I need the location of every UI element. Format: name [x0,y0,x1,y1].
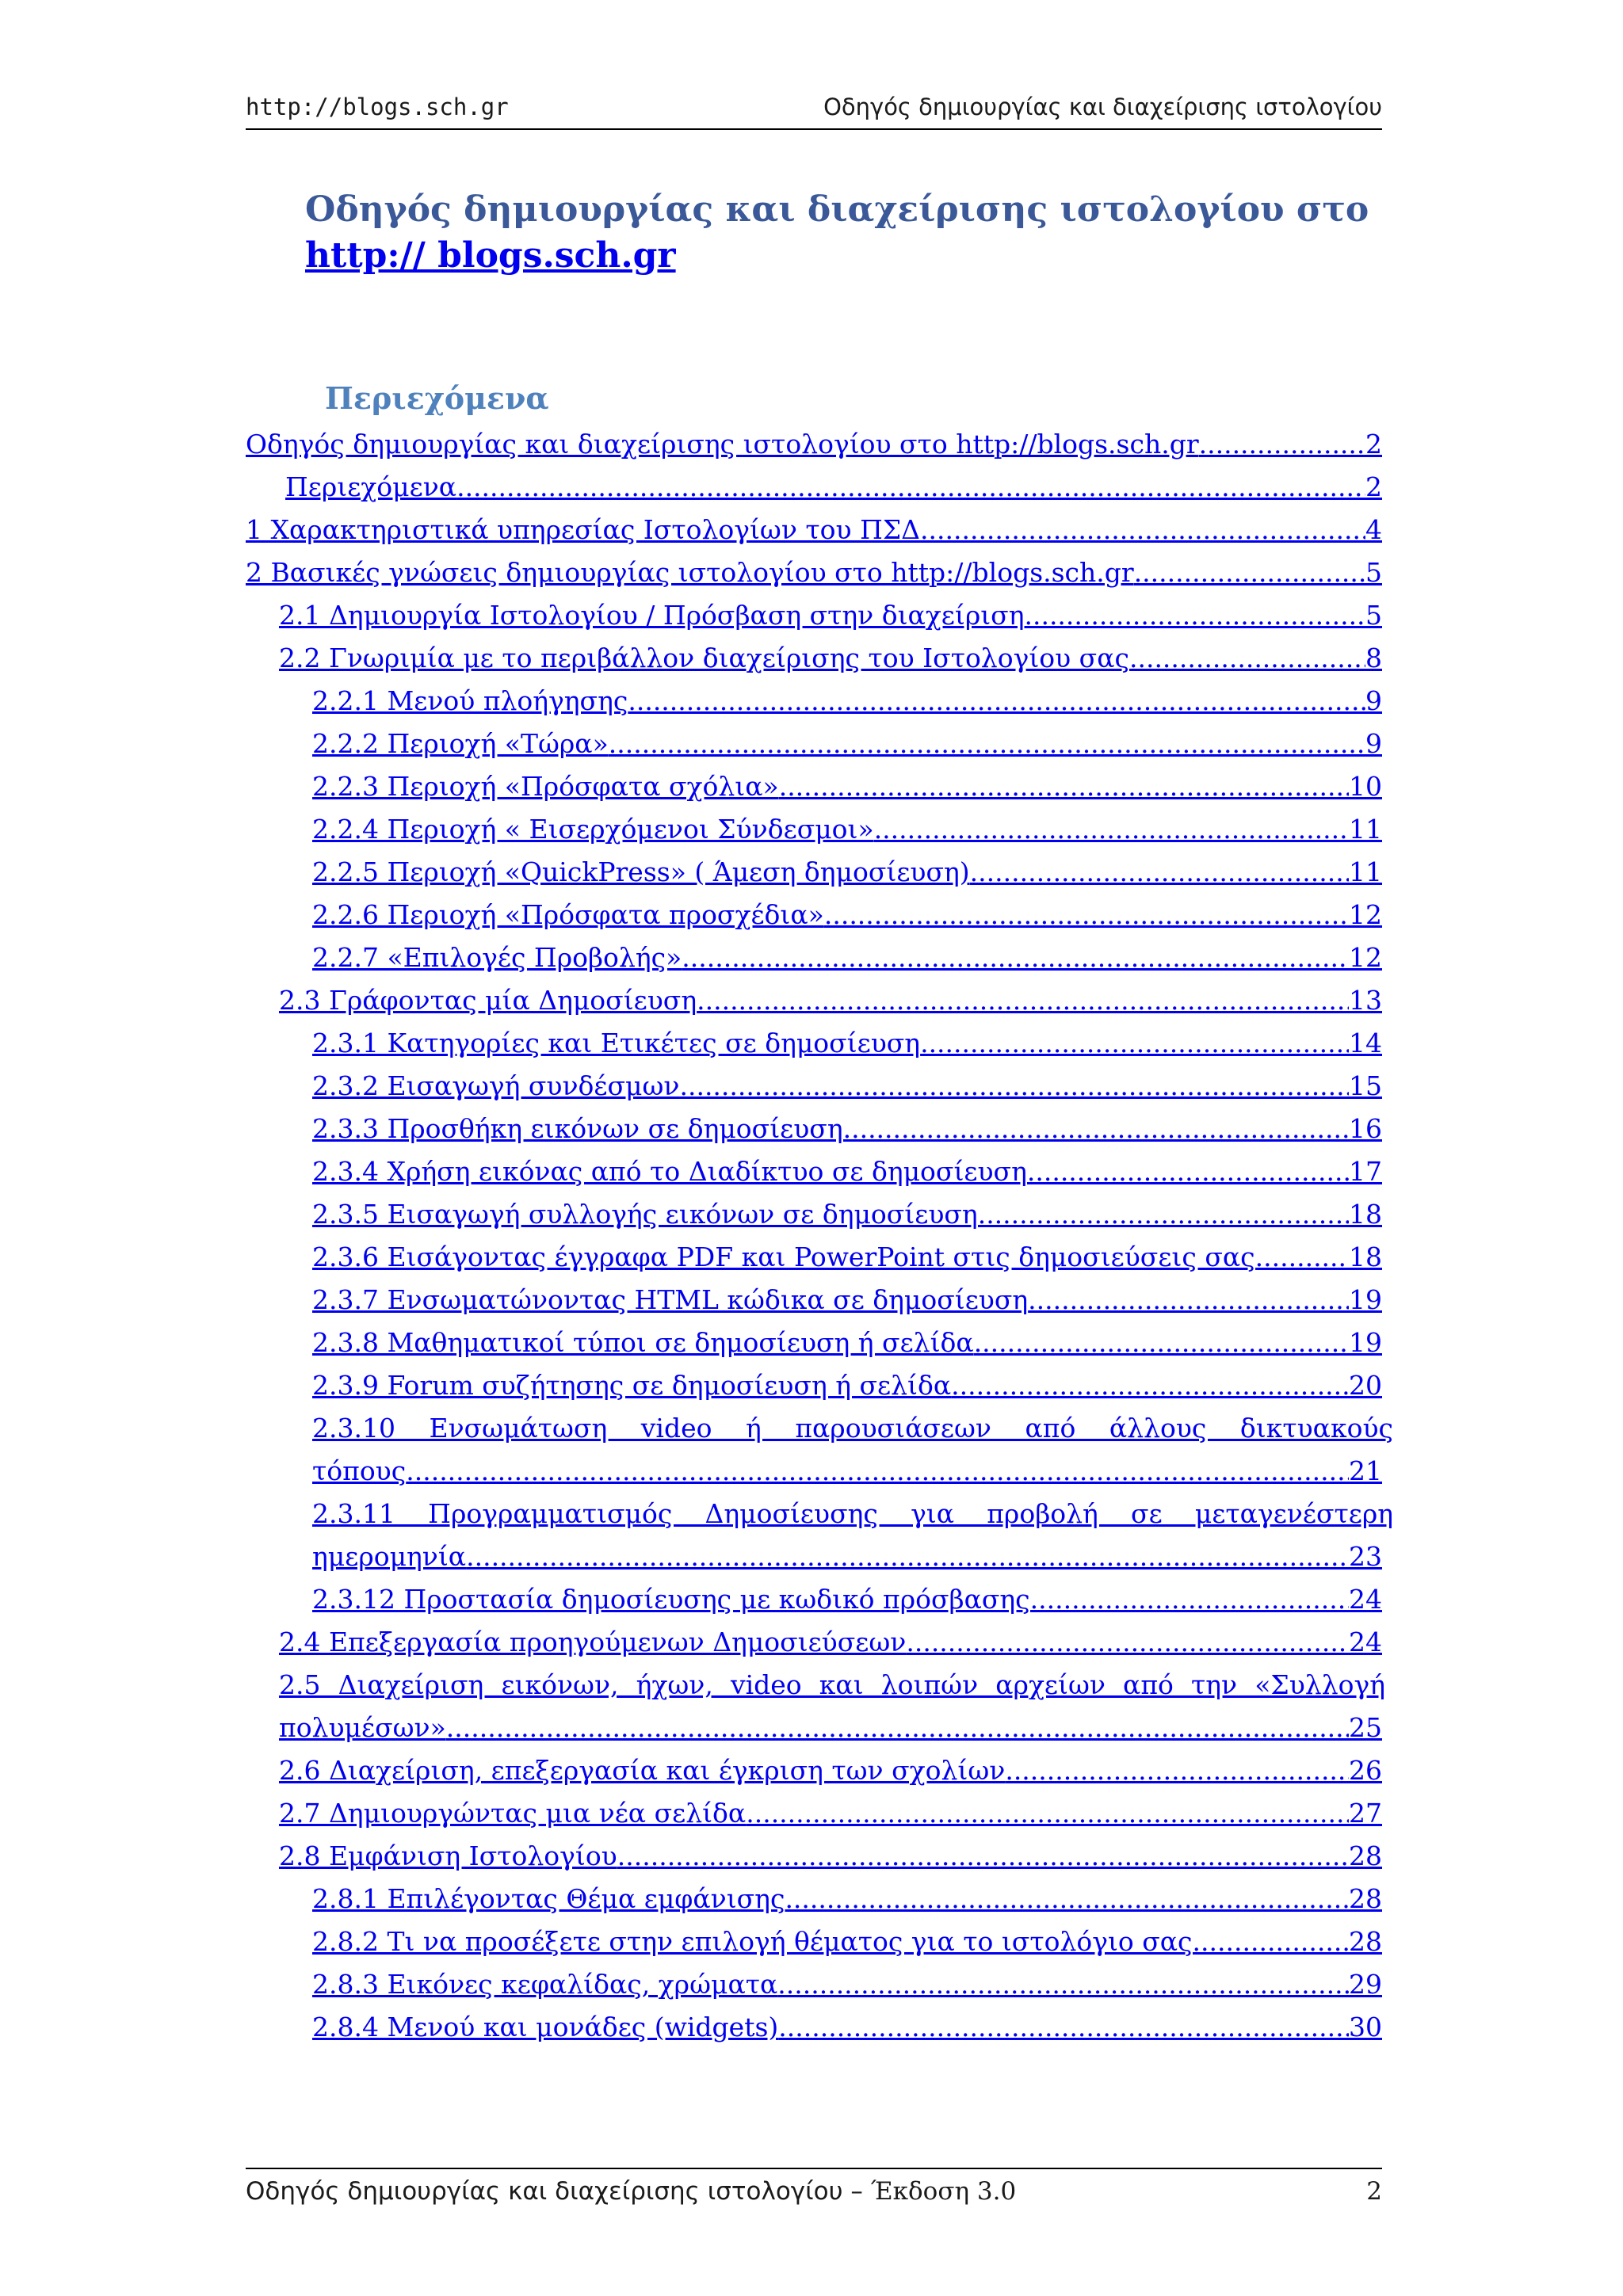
toc-entry[interactable] [312,1108,1382,1150]
toc-entry[interactable] [285,466,1382,509]
toc-entry-text: 2.2.4 Περιοχή « Εισερχόμενοι Σύνδεσμοι» [312,814,874,845]
toc-leader-dots [1199,423,1365,466]
toc-entry[interactable] [312,1150,1382,1193]
toc-page-number: 29 [1349,1969,1382,2000]
document-title-text: Οδηγός δημιουργίας και διαχείρισης ιστολογίου στο [305,189,1369,230]
toc-entry[interactable] [279,1835,1382,1878]
toc-entry-text: 2.3.3 Προσθήκη εικόνων σε δημοσίευση [312,1113,843,1144]
toc-leader-dots [951,1364,1349,1407]
toc-entry[interactable]: 2.5 Διαχείριση εικόνων, ήχων, video και λοιπών αρχείων από την «Συλλογή [279,1669,1385,1700]
toc-leader-dots [609,723,1365,765]
toc-entry-text: 2.6 Διαχείριση, επεξεργασία και έγκριση των σχολίων [279,1755,1006,1786]
toc-page-number: 18 [1349,1241,1382,1272]
toc-entry[interactable] [312,1920,1382,1963]
toc-entry-text: 2.2.7 «Επιλογές Προβολής» [312,942,682,973]
toc-leader-dots [1028,1279,1349,1322]
toc-page-number: 24 [1349,1627,1382,1657]
toc-page-number: 20 [1349,1370,1382,1401]
toc-leader-dots [785,1878,1349,1920]
toc-entry[interactable] [312,1279,1382,1322]
header-title: Οδηγός δημιουργίας και διαχείρισης ιστολογίου [823,93,1382,120]
toc-entry[interactable] [246,509,1382,551]
toc-entry[interactable] [312,680,1382,723]
toc-page-number: 26 [1349,1755,1382,1786]
toc-entry-text: 2.4 Επεξεργασία προηγούμενων Δημοσιεύσεων [279,1627,907,1657]
toc-entry[interactable] [312,765,1382,808]
toc-entry[interactable] [312,723,1382,765]
footer-text [246,2177,1016,2206]
toc-entry-text: Περιεχόμενα [285,471,457,502]
toc-entry-continuation[interactable] [312,1535,1382,1578]
toc-page-number: 5 [1365,600,1382,631]
toc-entry-text: 1 Χαρακτηριστικά υπηρεσίας Ιστολογίων του ΠΣΔ [246,514,921,545]
toc-entry-text: 2.3.12 Προστασία δημοσίευσης με κωδικό πρόσβασης [312,1584,1030,1615]
toc-leader-dots [1027,1150,1349,1193]
toc-entry[interactable] [279,1621,1382,1664]
toc-leader-dots [697,979,1349,1022]
toc-leader-dots [777,1963,1349,2006]
toc-entry[interactable] [279,979,1382,1022]
toc-entry-text: Οδηγός δημιουργίας και διαχείρισης ιστολογίου στο http://blogs.sch.gr [246,429,1199,460]
toc-leader-dots [446,1707,1349,1749]
toc-leader-dots [617,1835,1349,1878]
toc-entry-text: 2.8.2 Τι να προσέξετε στην επιλογή θέματος για το ιστολόγιο σας [312,1926,1193,1957]
toc-leader-dots [406,1450,1349,1493]
toc-leader-dots [679,1065,1349,1108]
toc-entry-text: 2.2.3 Περιοχή «Πρόσφατα σχόλια» [312,771,779,802]
toc-entry-continuation[interactable] [279,1707,1382,1749]
toc-page-number: 11 [1349,856,1382,887]
toc-entry[interactable] [312,1364,1382,1407]
page-header [246,93,1382,130]
toc-page-number: 16 [1349,1113,1382,1144]
toc-entry[interactable] [312,1065,1382,1108]
toc-heading: Περιεχόμενα [325,380,549,416]
toc-page-number: 12 [1349,899,1382,930]
toc-leader-dots [1024,594,1365,637]
toc-page-number: 30 [1349,2012,1382,2042]
toc-page-number: 11 [1349,814,1382,845]
toc-page-number: 28 [1349,1840,1382,1871]
toc-leader-dots [682,936,1349,979]
toc-entry[interactable] [279,594,1382,637]
toc-leader-dots [874,808,1349,851]
footer-version: Έκδοση 3.0 [870,2177,1017,2206]
toc-entry-text: 2.2.6 Περιοχή «Πρόσφατα προσχέδια» [312,899,824,930]
toc-page-number: 10 [1349,771,1382,802]
toc-page-number: 2 [1365,471,1382,502]
toc-entry-text: 2.8 Εμφάνιση Ιστολογίου [279,1840,617,1871]
toc-entry-text: 2.8.1 Επιλέγοντας Θέμα εμφάνισης [312,1883,785,1914]
toc-entry-text: 2.1 Δημιουργία Ιστολογίου / Πρόσβαση στην διαχείριση [279,600,1025,631]
toc-entry-text: ημερομηνία [312,1541,467,1572]
toc-entry-text: 2.3.6 Εισάγοντας έγγραφα PDF και PowerPoint στις δημοσιεύσεις σας [312,1241,1255,1272]
toc-entry-text: 2.8.3 Εικόνες κεφαλίδας, χρώματα [312,1969,778,2000]
toc-page-number: 28 [1349,1926,1382,1957]
toc-page-number: 25 [1349,1712,1382,1743]
toc-leader-dots [906,1621,1349,1664]
toc-entry-text: 2.2.1 Μενού πλοήγησης [312,685,628,716]
toc-entry[interactable] [312,894,1382,936]
toc-leader-dots [978,1193,1349,1236]
toc-leader-dots [1193,1920,1349,1963]
toc-entry-text: 2.3.4 Χρήση εικόνας από το Διαδίκτυο σε δημοσίευση [312,1156,1027,1187]
toc-page-number: 9 [1365,685,1382,716]
toc-page-number: 27 [1349,1798,1382,1829]
toc-entry[interactable] [246,423,1382,466]
toc-page-number: 24 [1349,1584,1382,1615]
toc-entry-text: 2.2.5 Περιοχή «QuickPress» ( Άμεση δημοσίευση) [312,856,970,887]
toc-entry[interactable] [279,637,1382,680]
toc-page-number: 23 [1349,1541,1382,1572]
toc-page-number: 17 [1349,1156,1382,1187]
toc-page-number: 4 [1365,514,1382,545]
toc-entry[interactable] [312,1193,1382,1236]
toc-entry-text: 2.3.5 Εισαγωγή συλλογής εικόνων σε δημοσίευση [312,1199,978,1230]
toc-entry[interactable]: 2.3.11 Προγραμματισμός Δημοσίευσης για προβολή σε μεταγενέστερη [312,1498,1393,1529]
toc-leader-dots [974,1322,1349,1364]
toc-entry-text: 2.3 Γράφοντας μία Δημοσίευση [279,985,697,1016]
toc-entry[interactable] [312,2006,1382,2049]
toc-entry-text: 2.2 Γνωριμία με το περιβάλλον διαχείρισης του Ιστολογίου σας [279,643,1129,673]
toc-entry[interactable] [246,551,1382,594]
toc-entry[interactable] [279,1749,1382,1792]
toc-leader-dots [779,765,1349,808]
toc-entry-text: 2.8.4 Μενού και μονάδες (widgets) [312,2012,779,2042]
toc-leader-dots [1005,1749,1349,1792]
toc-entry[interactable] [312,936,1382,979]
toc-entry-text: 2.3.9 Forum συζήτησης σε δημοσίευση ή σελίδα [312,1370,952,1401]
footer-page-number: 2 [1366,2177,1382,2206]
toc-entry[interactable] [312,1236,1382,1279]
toc-entry[interactable] [312,1963,1382,2006]
toc-leader-dots [746,1792,1349,1835]
toc-leader-dots [824,894,1349,936]
toc-page-number: 18 [1349,1199,1382,1230]
toc-leader-dots [1255,1236,1349,1279]
toc-entry[interactable] [312,851,1382,894]
toc-page-number: 15 [1349,1070,1382,1101]
toc-entry[interactable] [312,1322,1382,1364]
header-url: http://blogs.sch.gr [246,93,509,120]
toc-entry[interactable] [312,1878,1382,1920]
toc-entry-text: 2.3.8 Μαθηματικοί τύποι σε δημοσίευση ή σελίδα [312,1327,974,1358]
document-title-link[interactable]: http:// blogs.sch.gr [305,235,676,276]
toc-entry-text: 2 Βασικές γνώσεις δημιουργίας ιστολογίου στο http://blogs.sch.gr [246,557,1134,588]
toc-entry-text: 2.3.7 Ενσωματώνοντας HTML κώδικα σε δημοσίευση [312,1284,1029,1315]
toc-page-number: 5 [1365,557,1382,588]
footer-title: Οδηγός δημιουργίας και διαχείρισης ιστολογίου – [246,2177,871,2206]
toc-leader-dots [456,466,1365,509]
toc-entry-text: πολυμέσων» [279,1712,446,1743]
toc-entry[interactable] [312,1022,1382,1065]
toc-page-number: 13 [1349,985,1382,1016]
toc-entry-text: 2.2.2 Περιοχή «Τώρα» [312,728,609,759]
toc-page-number: 21 [1349,1455,1382,1486]
toc-leader-dots [628,680,1365,723]
toc-page-number: 2 [1365,429,1382,460]
toc-page-number: 9 [1365,728,1382,759]
toc-entry-text: 2.3.2 Εισαγωγή συνδέσμων [312,1070,680,1101]
toc-page-number: 8 [1365,643,1382,673]
toc-page-number: 19 [1349,1284,1382,1315]
toc-leader-dots [1129,637,1365,680]
toc-leader-dots [920,1022,1349,1065]
toc-entry-text: 2.7 Δημιουργώντας μια νέα σελίδα [279,1798,747,1829]
document-title [305,187,1383,279]
toc-leader-dots [778,2006,1349,2049]
toc-page-number: 28 [1349,1883,1382,1914]
toc-leader-dots [920,509,1365,551]
toc-page-number: 14 [1349,1028,1382,1058]
toc-entry[interactable] [279,1792,1382,1835]
toc-entry[interactable]: 2.3.10 Ενσωμάτωση video ή παρουσιάσεων από άλλους δικτυακούς [312,1413,1393,1444]
toc-page-number: 19 [1349,1327,1382,1358]
toc-entry-text: τόπους [312,1455,407,1486]
toc-entry-text: 2.3.1 Κατηγορίες και Ετικέτες σε δημοσίευση [312,1028,921,1058]
toc-entry[interactable] [312,1578,1382,1621]
toc-entry-continuation[interactable] [312,1450,1382,1493]
toc-page-number: 12 [1349,942,1382,973]
toc-leader-dots [1134,551,1365,594]
toc-entry[interactable] [312,808,1382,851]
toc-leader-dots [970,851,1349,894]
toc-leader-dots [466,1535,1349,1578]
page-footer [246,2168,1382,2217]
toc-leader-dots [1030,1578,1349,1621]
toc-leader-dots [843,1108,1349,1150]
